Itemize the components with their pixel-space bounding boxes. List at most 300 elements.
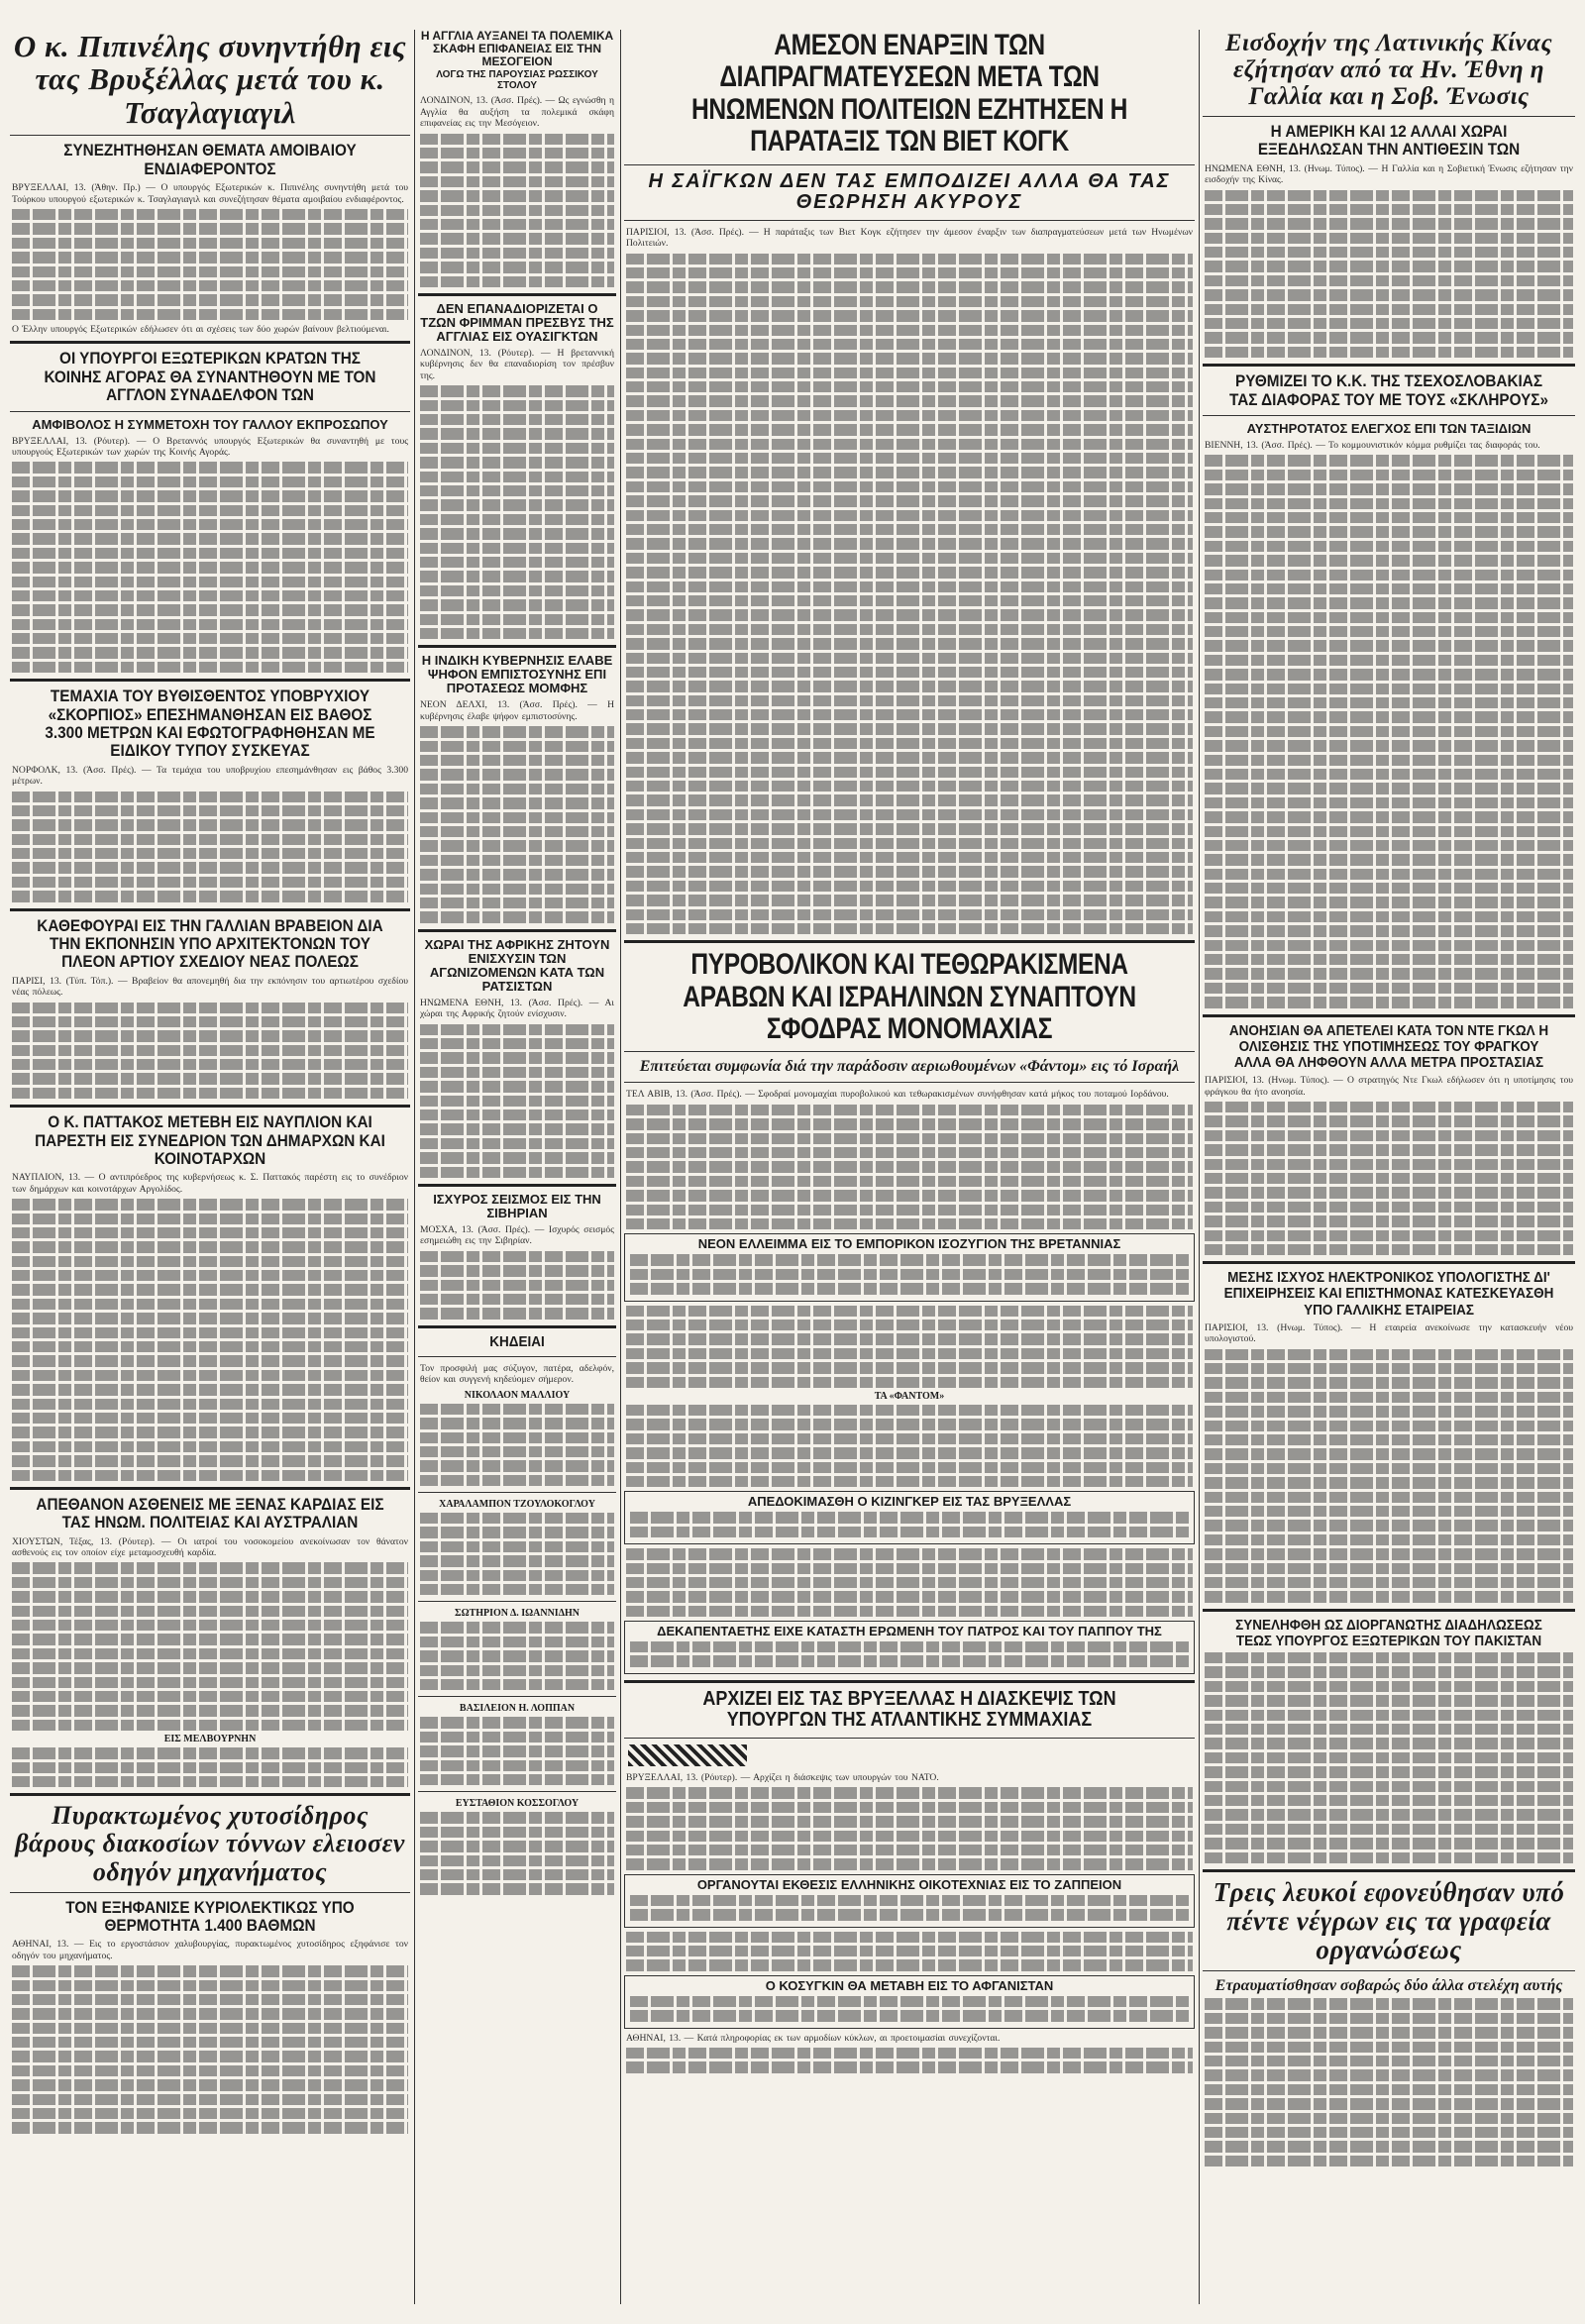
text-line (626, 767, 1193, 778)
text-line (420, 1475, 614, 1486)
text-line (1205, 740, 1573, 751)
text-line (1205, 1406, 1573, 1417)
text-line (626, 809, 1193, 820)
text-line (626, 1320, 1193, 1330)
text-line (12, 662, 408, 673)
text-line (12, 1562, 408, 1573)
text-line (626, 1362, 1193, 1373)
text-line (420, 557, 614, 568)
text-line (420, 1812, 614, 1823)
subheadline-synezitisan: ΣΥΝΕΖΗΤΗΘΗΣΑΝ ΘΕΜΑΤΑ ΑΜΟΙΒΑΙΟΥ ΕΝΔΙΑΦΕΡΟΝΤΟΣ (63, 141, 357, 178)
text-line (626, 1176, 1193, 1187)
column-rule (1199, 30, 1200, 2304)
text-line (1205, 1202, 1573, 1213)
text-line (1205, 2013, 1573, 2024)
article-text: ΠΑΡΙΣΙΟΙ, 13. (Ηνωμ. Τύπος). — Η εταιρεία ανεκοίνωσε την κατασκευήν νέου υπολογιστού. (1205, 1321, 1573, 1345)
text-line (1205, 1130, 1573, 1141)
text-line (626, 581, 1193, 592)
text-line (420, 1774, 614, 1785)
text-line (1205, 711, 1573, 722)
text-line (12, 490, 408, 501)
text-line (626, 1147, 1193, 1158)
headline-frimman: ΔΕΝ ΕΠΑΝΑΔΙΟΡΙΖΕΤΑΙ Ο ΤΖΩΝ ΦΡΙΜΜΑΝ ΠΡΕΣΒΥΣ ΤΗΣ ΑΓΓΛΙΑΣ ΕΙΣ ΟΥΑΣΙΓΚΤΩΝ (420, 300, 614, 345)
subheadline-austirotatos: ΑΥΣΤΗΡΟΤΑΤΟΣ ΕΛΕΓΧΟΣ ΕΠΙ ΤΩΝ ΤΑΞΙΔΙΩΝ (1246, 420, 1532, 436)
text-line (12, 1370, 408, 1381)
text-line (420, 262, 614, 272)
text-line (1205, 570, 1573, 581)
text-line (1205, 797, 1573, 808)
text-line (1205, 583, 1573, 594)
text-line (420, 528, 614, 539)
obituary-text: Τον προσφιλή μας σύζυγον, πατέρα, αδελφόν, θείον και συγγενή κηδεύομεν σήμερον. (420, 1362, 614, 1386)
text-line (420, 769, 614, 780)
text-line (630, 1641, 1189, 1652)
text-line (626, 1946, 1193, 1956)
headline-efonevthisan: Τρεις λευκοί εφονεύθησαν υπό πέντε νέγρων εις τα γραφεία οργανώσεως (1213, 1876, 1565, 1965)
text-line (626, 254, 1193, 264)
text-line (626, 1161, 1193, 1172)
text-line (420, 248, 614, 259)
text-line (626, 1858, 1193, 1869)
text-line (1205, 1838, 1573, 1849)
headline-ameson: ΑΜΕΣΟΝ ΕΝΑΡΞΙΝ ΤΩΝ ΔΙΑΠΡΑΓΜΑΤΕΥΣΕΩΝ ΜΕΤΑ ΤΩΝ ΗΝΩΜΕΝΩΝ ΠΟΛΙΤΕΙΩΝ ΕΖΗΤΗΣΕΝ Η ΠΑΡΑΤΑΞΙΣ ΤΩΝ ΒΙΕΤ ΚΟΓΚ (691, 30, 1127, 158)
article-text: ΒΡΥΞΕΛΛΑΙ, 13. (Ρόυτερ). — Ο Βρεταννός υπουργός Εξωτερικών θα συναντηθή με τους υπουργούς Εξωτερικών των χωρών της Κοινής Αγοράς. (12, 435, 408, 458)
text-line (420, 1883, 614, 1894)
text-line (12, 862, 408, 873)
headline-ellaleia: ΝΕΟΝ ΕΛΛΕΙΜΜΑ ΕΙΣ ΤΟ ΕΜΠΟΡΙΚΟΝ ΙΣΟΖΥΓΙΟΝ ΤΗΣ ΒΡΕΤΑΝΝΙΑΣ (697, 1236, 1121, 1252)
article-text: ΠΑΡΙΣΙ, 13. (Τύπ. Τόπ.). — Βραβείον θα απονεμηθή δια την εκπόνησιν του αρτιωτέρου σχεδίου νέας πόλεως. (12, 975, 408, 999)
text-line (420, 176, 614, 187)
subheadline-traumatisthisan: Ετραυματίσθησαν σοβαρώς δύο άλλα στελέχη αυτής (1215, 1977, 1563, 1995)
text-line (630, 1254, 1189, 1265)
text-line (12, 2051, 408, 2061)
text-line (12, 1648, 408, 1659)
text-line (1205, 455, 1573, 466)
text-line (1205, 769, 1573, 780)
article-text: ΑΘΗΝΑΙ, 13. — Εις το εργοστάσιον χαλυβουργίας, πυρακτωμένος χυτοσίδηρος εξηφάνισε τον οδηγόν του μηχανήματος. (12, 1939, 408, 1961)
text-line (1205, 2069, 1573, 2080)
text-line (1205, 1652, 1573, 1663)
text-line (12, 238, 408, 249)
text-line (1205, 1724, 1573, 1735)
text-line (626, 1419, 1193, 1429)
text-line (1205, 1377, 1573, 1388)
text-line (420, 1432, 614, 1443)
text-line (626, 1802, 1193, 1813)
text-line (12, 1691, 408, 1702)
text-line (1205, 1591, 1573, 1602)
text-line (420, 1067, 614, 1078)
text-line (626, 1218, 1193, 1229)
text-line (420, 1513, 614, 1524)
text-line (12, 2037, 408, 2048)
text-line (12, 1199, 408, 1210)
text-line (1205, 925, 1573, 936)
text-line (1205, 2056, 1573, 2066)
text-line (630, 1996, 1189, 2007)
text-line (420, 911, 614, 922)
text-line (1205, 1852, 1573, 1863)
text-line (626, 1959, 1193, 1970)
obituary-name: ΒΑΣΙΛΕΙΟΝ Η. ΛΟΠΠΑΝ (459, 1703, 576, 1715)
text-line (12, 1227, 408, 1238)
text-line (1205, 684, 1573, 694)
column-3 (624, 30, 1195, 2076)
text-line (1205, 1781, 1573, 1792)
text-line (626, 1306, 1193, 1317)
headline-apethanon: ΑΠΕΘΑΝΟΝ ΑΣΘΕΝΕΙΣ ΜΕ ΞΕΝΑΣ ΚΑΡΔΙΑΣ ΕΙΣ ΤΑΣ ΗΝΩΜ. ΠΟΛΙΤΕΙΑΣ ΚΑΙ ΑΥΣΤΡΑΛΙΑΝ (36, 1494, 384, 1532)
text-line (12, 2122, 408, 2133)
section-label: ΕΙΣ ΜΕΛΒΟΥΡΝΗΝ (163, 1734, 257, 1745)
headline-vraveion: ΚΑΘΕΦΟΥΡΑΙ ΕΙΣ ΤΗΝ ΓΑΛΛΙΑΝ ΒΡΑΒΕΙΟΝ ΔΙΑ ΤΗΝ ΕΚΠΟΝΗΣΙΝ ΥΠΟ ΑΡΧΙΤΕΚΤΟΝΩΝ ΤΟΥ ΠΛΕΟΝ ΑΡΤΙΟΥ ΣΧΕΔΙΟΥ ΝΕΑΣ ΠΟΛΕΩΣ (37, 915, 383, 972)
text-line (1205, 883, 1573, 894)
text-line (12, 1030, 408, 1041)
text-line (12, 280, 408, 291)
text-line (12, 2108, 408, 2119)
text-line (626, 624, 1193, 635)
text-line (420, 784, 614, 794)
text-line (420, 428, 614, 439)
text-line (12, 1299, 408, 1310)
text-line (12, 647, 408, 658)
text-line (420, 1251, 614, 1262)
text-line (1205, 840, 1573, 851)
text-line (12, 1270, 408, 1281)
text-line (626, 481, 1193, 492)
text-line (1205, 1710, 1573, 1721)
text-line (420, 1855, 614, 1866)
text-line (420, 385, 614, 396)
text-line (626, 353, 1193, 364)
text-line (420, 134, 614, 145)
text-line (1205, 1463, 1573, 1474)
article-text: ΝΑΥΠΛΙΟΝ, 13. — Ο αντιπρόεδρος της κυβερνήσεως κ. Σ. Παττακός παρέστη εις το συνέδριον των δημάρχων και κοινοτάρχων Αργολίδος. (12, 1172, 408, 1195)
headline-kosygin: Ο ΚΟΣΥΓΚΙΝ ΘΑ ΜΕΤΑΒΗ ΕΙΣ ΤΟ ΑΦΓΑΝΙΣΤΑΝ (765, 1977, 1054, 1993)
text-line (626, 852, 1193, 863)
text-line (420, 400, 614, 411)
text-line (12, 1355, 408, 1366)
text-line (420, 161, 614, 172)
text-line (12, 1776, 408, 1787)
text-line (626, 881, 1193, 892)
text-line (1205, 783, 1573, 793)
text-line (626, 1462, 1193, 1473)
text-line (1205, 1144, 1573, 1155)
column-2 (418, 30, 616, 1898)
text-line (12, 1059, 408, 1070)
text-line (420, 485, 614, 496)
article-text: ΜΟΣΧΑ, 13. (Άσσ. Πρές). — Ισχυρός σεισμός εσημειώθη εις την Σιβηρίαν. (420, 1223, 614, 1247)
text-line (420, 1584, 614, 1595)
text-line (1205, 218, 1573, 229)
text-line (12, 792, 408, 802)
text-line (1205, 1795, 1573, 1806)
text-line (420, 1622, 614, 1633)
text-line (12, 891, 408, 901)
text-line (1205, 954, 1573, 965)
text-line (626, 1591, 1193, 1602)
text-line (1205, 1159, 1573, 1170)
text-line (12, 1241, 408, 1252)
text-line (1205, 826, 1573, 837)
text-line (420, 1418, 614, 1428)
text-line (420, 840, 614, 851)
text-line (1205, 1666, 1573, 1677)
text-line (12, 1003, 408, 1013)
text-line (1205, 940, 1573, 951)
text-line (12, 1313, 408, 1323)
text-line (626, 495, 1193, 506)
text-line (626, 567, 1193, 578)
text-line (1205, 911, 1573, 922)
text-line (626, 1447, 1193, 1458)
text-line (1205, 275, 1573, 286)
text-line (12, 604, 408, 615)
column-4 (1203, 30, 1575, 2169)
text-line (1205, 261, 1573, 271)
text-line (626, 281, 1193, 292)
text-line (626, 838, 1193, 849)
text-line (626, 823, 1193, 834)
text-line (12, 2079, 408, 2090)
text-line (420, 1024, 614, 1035)
text-line (420, 457, 614, 468)
text-line (12, 577, 408, 587)
text-line (12, 848, 408, 859)
text-line (12, 834, 408, 845)
obituary-name: ΧΑΡΑΛΑΜΠΟΝ ΤΖΟΥΛΟΚΟΓΛΟΥ (439, 1499, 595, 1511)
text-line (420, 190, 614, 201)
headline-dekapentaeteis: ΔΕΚΑΠΕΝΤΑΕΤΗΣ ΕΙΧΕ ΚΑΤΑΣΤΗ ΕΡΩΜΕΝΗ ΤΟΥ ΠΑΤΡΟΣ ΚΑΙ ΤΟΥ ΠΑΠΠΟΥ ΤΗΣ (657, 1624, 1162, 1639)
text-line (1205, 470, 1573, 480)
text-line (1205, 597, 1573, 608)
column-rule (414, 30, 415, 2304)
text-line (626, 453, 1193, 464)
text-line (626, 1105, 1193, 1115)
text-line (1205, 1421, 1573, 1431)
text-line (12, 1413, 408, 1424)
text-line (1205, 304, 1573, 315)
text-line (12, 1426, 408, 1437)
text-line (626, 709, 1193, 720)
text-line (420, 614, 614, 625)
text-line (1205, 1809, 1573, 1820)
text-line (420, 1052, 614, 1063)
headline-kizingker: ΑΠΕΔΟΚΙΜΑΣΘΗ Ο ΚΙΖΙΝΓΚΕΡ ΕΙΣ ΤΑΣ ΒΡΥΞΕΛΛΑΣ (747, 1494, 1072, 1510)
text-line (1205, 869, 1573, 880)
subheadline-exafanise: ΤΟΝ ΕΞΗΦΑΝΙΣΕ ΚΥΡΙΟΛΕΚΤΙΚΩΣ ΥΠΟ ΘΕΡΜΟΤΗΤΑ 1.400 ΒΑΘΜΩΝ (65, 1897, 355, 1935)
text-line (1205, 897, 1573, 907)
text-line (1205, 2084, 1573, 2095)
text-line (626, 296, 1193, 307)
text-line (1205, 697, 1573, 708)
text-line (1205, 655, 1573, 666)
text-line (626, 609, 1193, 620)
article-text: ΝΕΟΝ ΔΕΛΧΙ, 13. (Άσσ. Πρές). — Η κυβέρνησις έλαβε ψήφον εμπιστοσύνης. (420, 699, 614, 722)
text-line (626, 1845, 1193, 1855)
text-line (626, 638, 1193, 649)
text-line (1205, 983, 1573, 994)
text-line (1205, 1434, 1573, 1445)
text-line (1205, 247, 1573, 258)
article-text: ΤΕΛ ΑΒΙΒ, 13. (Άσσ. Πρές). — Σφοδραί μονομαχίαι πυροβολικού και τεθωρακισμένων συνήφθησαν κατά μήκος του ποταμού Ιορδάνου. (626, 1089, 1169, 1101)
text-line (626, 895, 1193, 905)
text-line (630, 1909, 1189, 1920)
text-line (12, 562, 408, 573)
obituary-name: ΝΙΚΟΛΑΟΝ ΜΑΛΛΙΟΥ (464, 1389, 571, 1401)
text-line (1205, 204, 1573, 215)
text-line (12, 1620, 408, 1631)
text-line (626, 339, 1193, 350)
text-line (1205, 1998, 1573, 2009)
text-line (12, 1662, 408, 1673)
text-line (12, 1591, 408, 1602)
text-line (626, 510, 1193, 521)
text-line (420, 1869, 614, 1880)
text-line (1205, 1477, 1573, 1488)
headline-anonisan: ΑΝΟΗΣΙΑΝ ΘΑ ΑΠΕΤΕΛΕΙ ΚΑΤΑ ΤΟΝ ΝΤΕ ΓΚΩΛ Η ΟΛΙΣΘΗΣΙΣ ΤΗΣ ΥΠΟΤΙΜΗΣΕΩΣ ΤΟΥ ΦΡΑΓΚΟΥ ΑΛΛΑ ΘΑ ΛΗΦΘΟΥΝ ΑΛΛΑ ΜΕΤΡΑ ΠΡΟΣΤΑΣΙΑΣ (1228, 1021, 1549, 1071)
text-line (1205, 332, 1573, 343)
text-line (626, 1548, 1193, 1559)
text-line (12, 548, 408, 559)
text-line (1205, 1681, 1573, 1692)
text-line (626, 653, 1193, 664)
text-line (626, 538, 1193, 549)
text-line (420, 812, 614, 823)
headline-indiki: Η ΙΝΔΙΚΗ ΚΥΒΕΡΝΗΣΙΣ ΕΛΑΒΕ ΨΗΦΟΝ ΕΜΠΙΣΤΟΣΥΝΗΣ ΕΠΙ ΠΡΟΤΑΣΕΩΣ ΜΟΜΦΗΣ (421, 653, 613, 696)
subheadline-fantom: Επιτεύεται συμφωνία διά την παράδοσιν αεριωθουμένων «Φάντομ» εις τό Ισραήλ (639, 1058, 1180, 1076)
text-line (12, 633, 408, 644)
text-line (420, 1527, 614, 1537)
text-line (626, 1377, 1193, 1388)
text-line (420, 726, 614, 737)
text-line (12, 1088, 408, 1099)
text-line (626, 1205, 1193, 1215)
text-line (420, 1841, 614, 1851)
text-line (420, 599, 614, 610)
text-line (12, 1327, 408, 1338)
headline-aglia: Η ΑΓΓΛΙΑ ΑΥΞΑΝΕΙ ΤΑ ΠΟΛΕΜΙΚΑ ΣΚΑΦΗ ΕΠΙΦΑΝΕΙΑΣ ΕΙΣ ΤΗΝ ΜΕΣΟΓΕΙΟΝ (420, 30, 614, 68)
text-line (12, 1256, 408, 1267)
text-line (12, 462, 408, 473)
article-text: ΒΡΥΞΕΛΛΑΙ, 13. (Ρόυτερ). — Αρχίζει η διάσκεψις των υπουργών του ΝΑΤΟ. (626, 1772, 939, 1784)
article-text: ΒΡΥΞΕΛΛΑΙ, 13. (Άθην. Πρ.) — Ο υπουργός Εξωτερικών κ. Πιπινέλης συνηντήθη μετά του Τούρκου υπουργού εξωτερικών κ. Τσαγλαγιαγιλ και συνεζήτησαν θέματα αμοιβαίου ενδιαφέροντος. (12, 182, 408, 205)
text-line (1205, 541, 1573, 552)
headline-pyrovolikon: ΠΥΡΟΒΟΛΙΚΟΝ ΚΑΙ ΤΕΘΩΡΑΚΙΣΜΕΝΑ ΑΡΑΒΩΝ ΚΑΙ ΙΣΡΑΗΛΙΝΩΝ ΣΥΝΑΠΤΟΥΝ ΣΦΟΔΡΑΣ ΜΟΝΟΜΑΧΙΑΣ (683, 948, 1136, 1046)
text-line (1205, 289, 1573, 300)
obituary-name: ΕΥΣΤΑΘΙΟΝ ΚΟΣΣΟΓΛΟΥ (455, 1798, 580, 1810)
text-line (1205, 1577, 1573, 1588)
text-line (420, 1717, 614, 1728)
text-line (1205, 526, 1573, 537)
subheadline-amfivolos: ΑΜΦΙΒΟΛΟΣ Η ΣΥΜΜΕΤΟΧΗ ΤΟΥ ΓΑΛΛΟΥ ΕΚΠΡΟΣΩΠΟΥ (32, 416, 388, 432)
text-line (12, 209, 408, 220)
text-line (420, 797, 614, 808)
text-line (1205, 233, 1573, 244)
text-line (12, 1441, 408, 1452)
text-line (420, 1280, 614, 1291)
text-line (626, 381, 1193, 392)
text-line (1205, 190, 1573, 201)
text-line (1205, 2141, 1573, 2152)
text-line (1205, 1448, 1573, 1459)
text-line (630, 2010, 1189, 2021)
text-line (420, 1308, 614, 1319)
text-line (630, 1527, 1189, 1537)
text-line (630, 1655, 1189, 1666)
headline-vryxellai: ΑΡΧΙΖΕΙ ΕΙΣ ΤΑΣ ΒΡΥΞΕΛΛΑΣ Η ΔΙΑΣΚΕΨΙΣ ΤΩΝ ΥΠΟΥΡΓΩΝ ΤΗΣ ΑΤΛΑΝΤΙΚΗΣ ΣΥΜΜΑΧΙΑΣ (702, 1687, 1116, 1732)
text-line (12, 1994, 408, 2005)
text-line (1205, 726, 1573, 737)
text-line (626, 667, 1193, 678)
column-1 (10, 30, 410, 2137)
text-line (420, 205, 614, 216)
text-line (626, 325, 1193, 336)
text-line (420, 148, 614, 158)
text-line (12, 1341, 408, 1352)
subheadline-saigon: Η ΣΑΪΓΚΩΝ ΔΕΝ ΤΑΣ ΕΜΠΟΔΙΖΕΙ ΑΛΛΑ ΘΑ ΤΑΣ ΘΕΩΡΗΣΗ ΑΚΥΡΟΥΣ (648, 169, 1171, 214)
text-line (420, 1637, 614, 1647)
text-line (12, 1677, 408, 1688)
text-line (420, 1096, 614, 1107)
text-line (12, 1470, 408, 1481)
section-label: ΤΑ «ΦΑΝΤΟΜ» (874, 1390, 945, 1402)
text-line (626, 1563, 1193, 1574)
text-line (626, 1577, 1193, 1588)
text-line (626, 1348, 1193, 1359)
inset-box (624, 1874, 1195, 1928)
text-line (420, 1294, 614, 1305)
text-line (12, 266, 408, 277)
text-line (1205, 1506, 1573, 1517)
text-line (1205, 626, 1573, 637)
text-line (12, 476, 408, 487)
text-line (420, 543, 614, 554)
text-line (420, 755, 614, 766)
text-line (420, 1555, 614, 1566)
text-line (626, 467, 1193, 477)
article-text: ΛΟΝΔΙΝΟΝ, 13. (Ρόυτερ). — Η βρεταννική κυβέρνησις δεν θα επαναδιορίση τον πρέσβυν της. (420, 348, 614, 381)
headline-skorpios: ΤΕΜΑΧΙΑ ΤΟΥ ΒΥΘΙΣΘΕΝΤΟΣ ΥΠΟΒΡΥΧΙΟΥ «ΣΚΟΡΠΙΟΣ» ΕΠΕΣΗΜΑΝΘΗΣΑΝ ΕΙΣ ΒΑΘΟΣ 3.300 ΜΕΤΡΩΝ ΚΑΙ ΕΦΩΤΟΓΡΑΦΗΘΗΣΑΝ ΜΕ ΕΙΔΙΚΟΥ ΤΥΠΟΥ ΣΥΣΚΕΥΑΣ (45, 687, 375, 761)
text-line (630, 1269, 1189, 1280)
text-line (12, 1747, 408, 1758)
headline-ypologistis: ΜΕΣΗΣ ΙΣΧΥΟΣ ΗΛΕΚΤΡΟΝΙΚΟΣ ΥΠΟΛΟΓΙΣΤΗΣ ΔΙ' ΕΠΙΧΕΙΡΗΣΕΙΣ ΚΑΙ ΕΠΙΣΤΗΜΟΝΑΣ ΚΑΤΕΣΚΕΥΑΣΘΗ ΥΠΟ ΓΑΛΛΙΚΗΣ ΕΤΑΙΡΕΙΑΣ (1223, 1269, 1554, 1319)
headline-pakistan: ΣΥΝΕΛΗΦΘΗ ΩΣ ΔΙΟΡΓΑΝΩΤΗΣ ΔΙΑΔΗΛΩΣΕΩΣ ΤΕΩΣ ΥΠΟΥΡΓΟΣ ΕΞΩΤΕΡΙΚΩΝ ΤΟΥ ΠΑΚΙΣΤΑΝ (1235, 1616, 1542, 1649)
text-line (626, 723, 1193, 734)
text-line (420, 1827, 614, 1838)
text-line (626, 1190, 1193, 1201)
text-line (420, 1650, 614, 1661)
text-line (420, 1570, 614, 1581)
inset-box (624, 1621, 1195, 1674)
headline-pipinelis: Ο κ. Πιπινέλης συνηντήθη εις τας Βρυξέλλας μετά του κ. Τσαγλαγιαγιλ (13, 30, 407, 130)
text-line (12, 2023, 408, 2034)
headline-ypourgoi: ΟΙ ΥΠΟΥΡΓΟΙ ΕΞΩΤΕΡΙΚΩΝ ΚΡΑΤΩΝ ΤΗΣ ΚΟΙΝΗΣ ΑΓΟΡΑΣ ΘΑ ΣΥΝΑΝΤΗΘΟΥΝ ΜΕ ΤΟΝ ΑΓΓΛΟΝ ΣΥΝΑΔΕΛΦΟΝ ΤΩΝ (44, 349, 376, 405)
text-line (626, 923, 1193, 934)
text-line (1205, 1766, 1573, 1777)
text-line (1205, 968, 1573, 979)
text-line (12, 1214, 408, 1224)
inset-box (624, 1233, 1195, 1301)
text-line (12, 1455, 408, 1466)
text-line (420, 1081, 614, 1092)
text-line (12, 252, 408, 263)
text-line (12, 1965, 408, 1976)
text-line (626, 424, 1193, 435)
text-line (420, 1732, 614, 1743)
text-line (420, 1541, 614, 1552)
text-line (626, 1133, 1193, 1144)
